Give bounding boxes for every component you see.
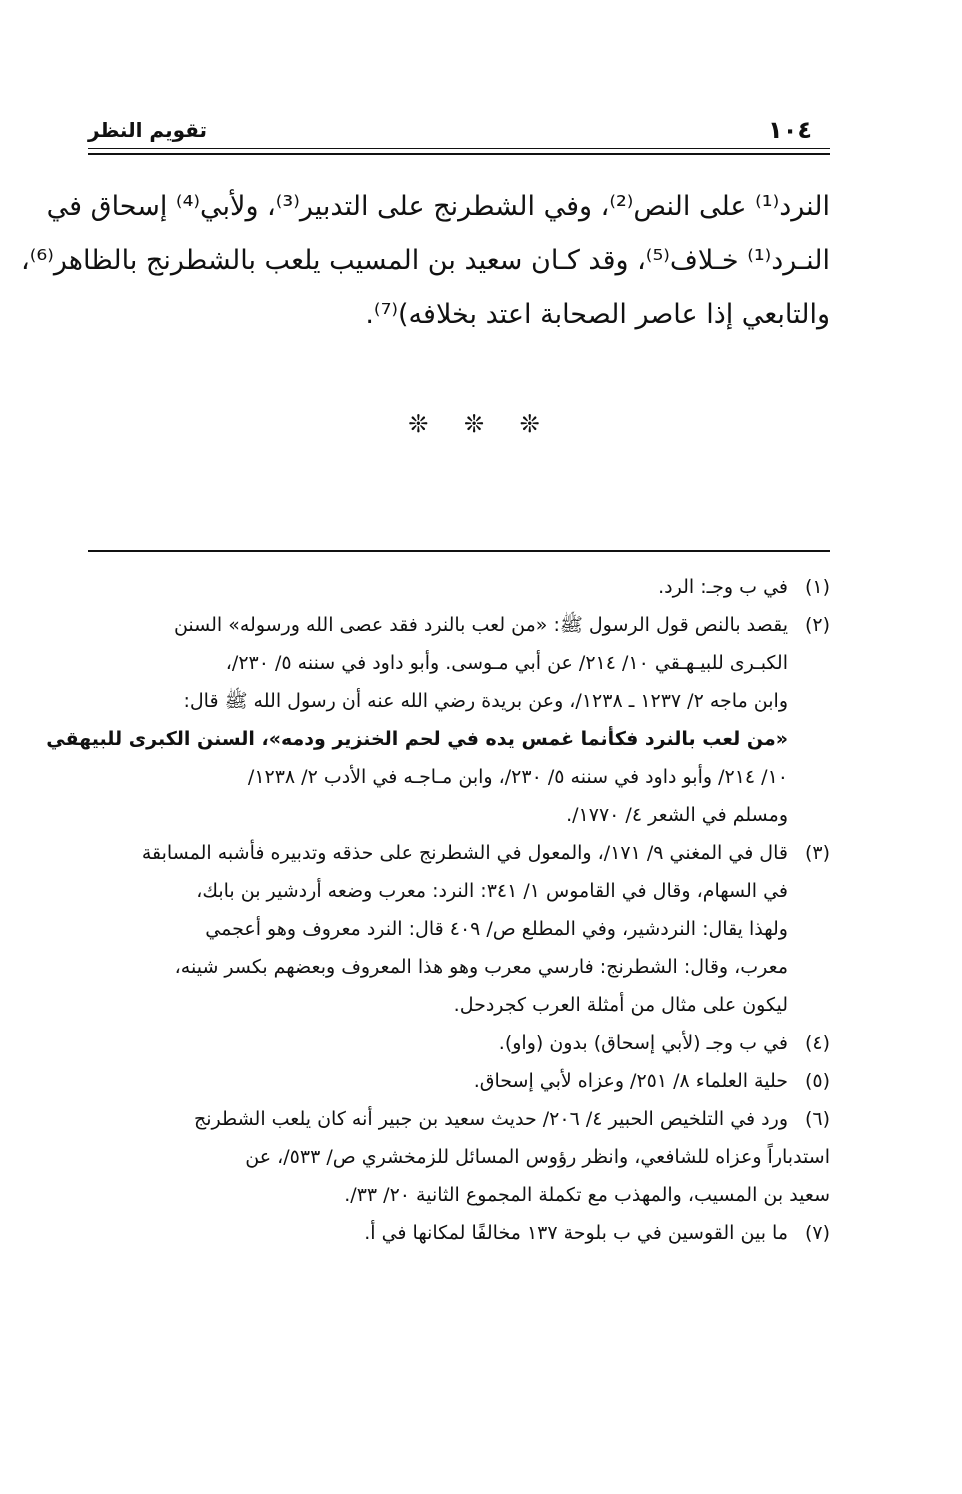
footnote-3 (88, 834, 830, 1024)
footnote-6 (88, 1100, 830, 1214)
footnote-line: معرب، وقال: الشطرنج: فارسي معرب وهو هذا المعروف وبعضهم بكسر شينه، (174, 956, 788, 978)
footnote-line: ورد في التلخيص الحبير ٤/ ٢٠٦/ حديث سعيد بن جبير أنه كان يلعب الشطرنج (193, 1108, 788, 1130)
footnote-line: حلية العلماء ٨/ ٢٥١/ وعزاه لأبي إسحاق. (473, 1070, 788, 1092)
footnote-number: (٣) (804, 842, 830, 864)
footnote-number: (٧) (804, 1222, 830, 1244)
footnote-line: «من لعب بالنرد فكأنما غمس يده في لحم الخنزير ودمه»، السنن الكبرى للبيهقي (46, 728, 788, 750)
footnote-line: ومسلم في الشعر ٤/ ١٧٧٠/. (566, 804, 788, 826)
footnote-number: (٢) (804, 614, 830, 636)
footnote-line: في السهام، وقال في القاموس ١/ ٣٤١: النرد: معرب وضعه أردشير بن بابك، (196, 880, 788, 902)
footnote-5 (88, 1062, 830, 1100)
footnote-line: وابن ماجه ٢/ ١٢٣٧ ـ ١٢٣٨/، وعن بريدة رضي الله عنه أن رسول الله ﷺ قال: (183, 690, 788, 712)
main-text-line: والتابعي إذا عاصر الصحابة اعتد بخلافه)⁽⁷⁾. (365, 299, 830, 330)
footnote-line: في ب وجـ: الرد. (658, 576, 788, 598)
footnotes (46, 568, 830, 1252)
footnote-line: ١٠/ ٢١٤/ وأبو داود في سننه ٥/ ٢٣٠/، وابن مـاجـه في الأدب ٢/ ١٢٣٨/ (247, 766, 788, 788)
footnote-line: قال في المغني ٩/ ١٧١/، والمعول في الشطرنج على حذقه وتدبيره فأشبه المسابقة (141, 842, 788, 864)
page-number: ١٠٤ (768, 116, 812, 144)
footnote-line: يقصد بالنص قول الرسول ﷺ: «من لعب بالنرد فقد عصى الله ورسوله» السنن (173, 614, 788, 636)
footnote-number: (١) (804, 576, 830, 598)
footnote-2 (46, 606, 830, 834)
main-text-line: النـرد⁽¹⁾ خـلاف⁽⁵⁾، وقد كـان سعيد بن المسيب يلعب بالشطرنج بالظاهر⁽⁶⁾، (21, 245, 830, 276)
header-rule-thin (88, 148, 830, 149)
footnote-line: ما بين القوسين في ب بلوحة ١٣٧ مخالفًا لمكانها في أ. (364, 1222, 788, 1244)
section-separator: ❊ ❊ ❊ (408, 410, 554, 438)
footnote-line: ليكون على مثال من أمثلة العرب كجردحل. (453, 994, 788, 1016)
main-text (21, 180, 830, 342)
footnote-line: سعيد بن المسيب، والمهذب مع تكملة المجموع الثانية ٢٠/ ٣٣/. (344, 1184, 830, 1206)
footnote-number: (٦) (804, 1108, 830, 1130)
running-header-title: تقويم النظر (88, 118, 208, 142)
footnote-4 (88, 1024, 830, 1062)
main-text-line: النرد⁽¹⁾ على النص⁽²⁾، وفي الشطرنج على التدبير⁽³⁾، ولأبي⁽⁴⁾ إسحاق في (46, 191, 830, 222)
footnote-1 (88, 568, 830, 606)
header-rule-thick (88, 153, 830, 155)
footnote-line: الكبـرى للبيـهـقي ١٠/ ٢١٤/ عن أبي مـوسى. وأبو داود في سننه ٥/ ٢٣٠/، (225, 652, 788, 674)
footnote-number: (٤) (804, 1032, 830, 1054)
footnote-line: ولهذا يقال: النردشير، وفي المطلع ص/ ٤٠٩ قال: النرد معروف وهو أعجمي (205, 918, 788, 940)
footnote-line: في ب وجـ (لأبي إسحاق) بدون (واو). (498, 1032, 788, 1054)
footnote-line: استدباراً وعزاه للشافعي، وانظر رؤوس المسائل للزمخشري ص/ ٥٣٣/، عن (245, 1146, 830, 1168)
footnote-rule (88, 550, 830, 552)
footnote-7 (88, 1214, 830, 1252)
footnote-number: (٥) (804, 1070, 830, 1092)
